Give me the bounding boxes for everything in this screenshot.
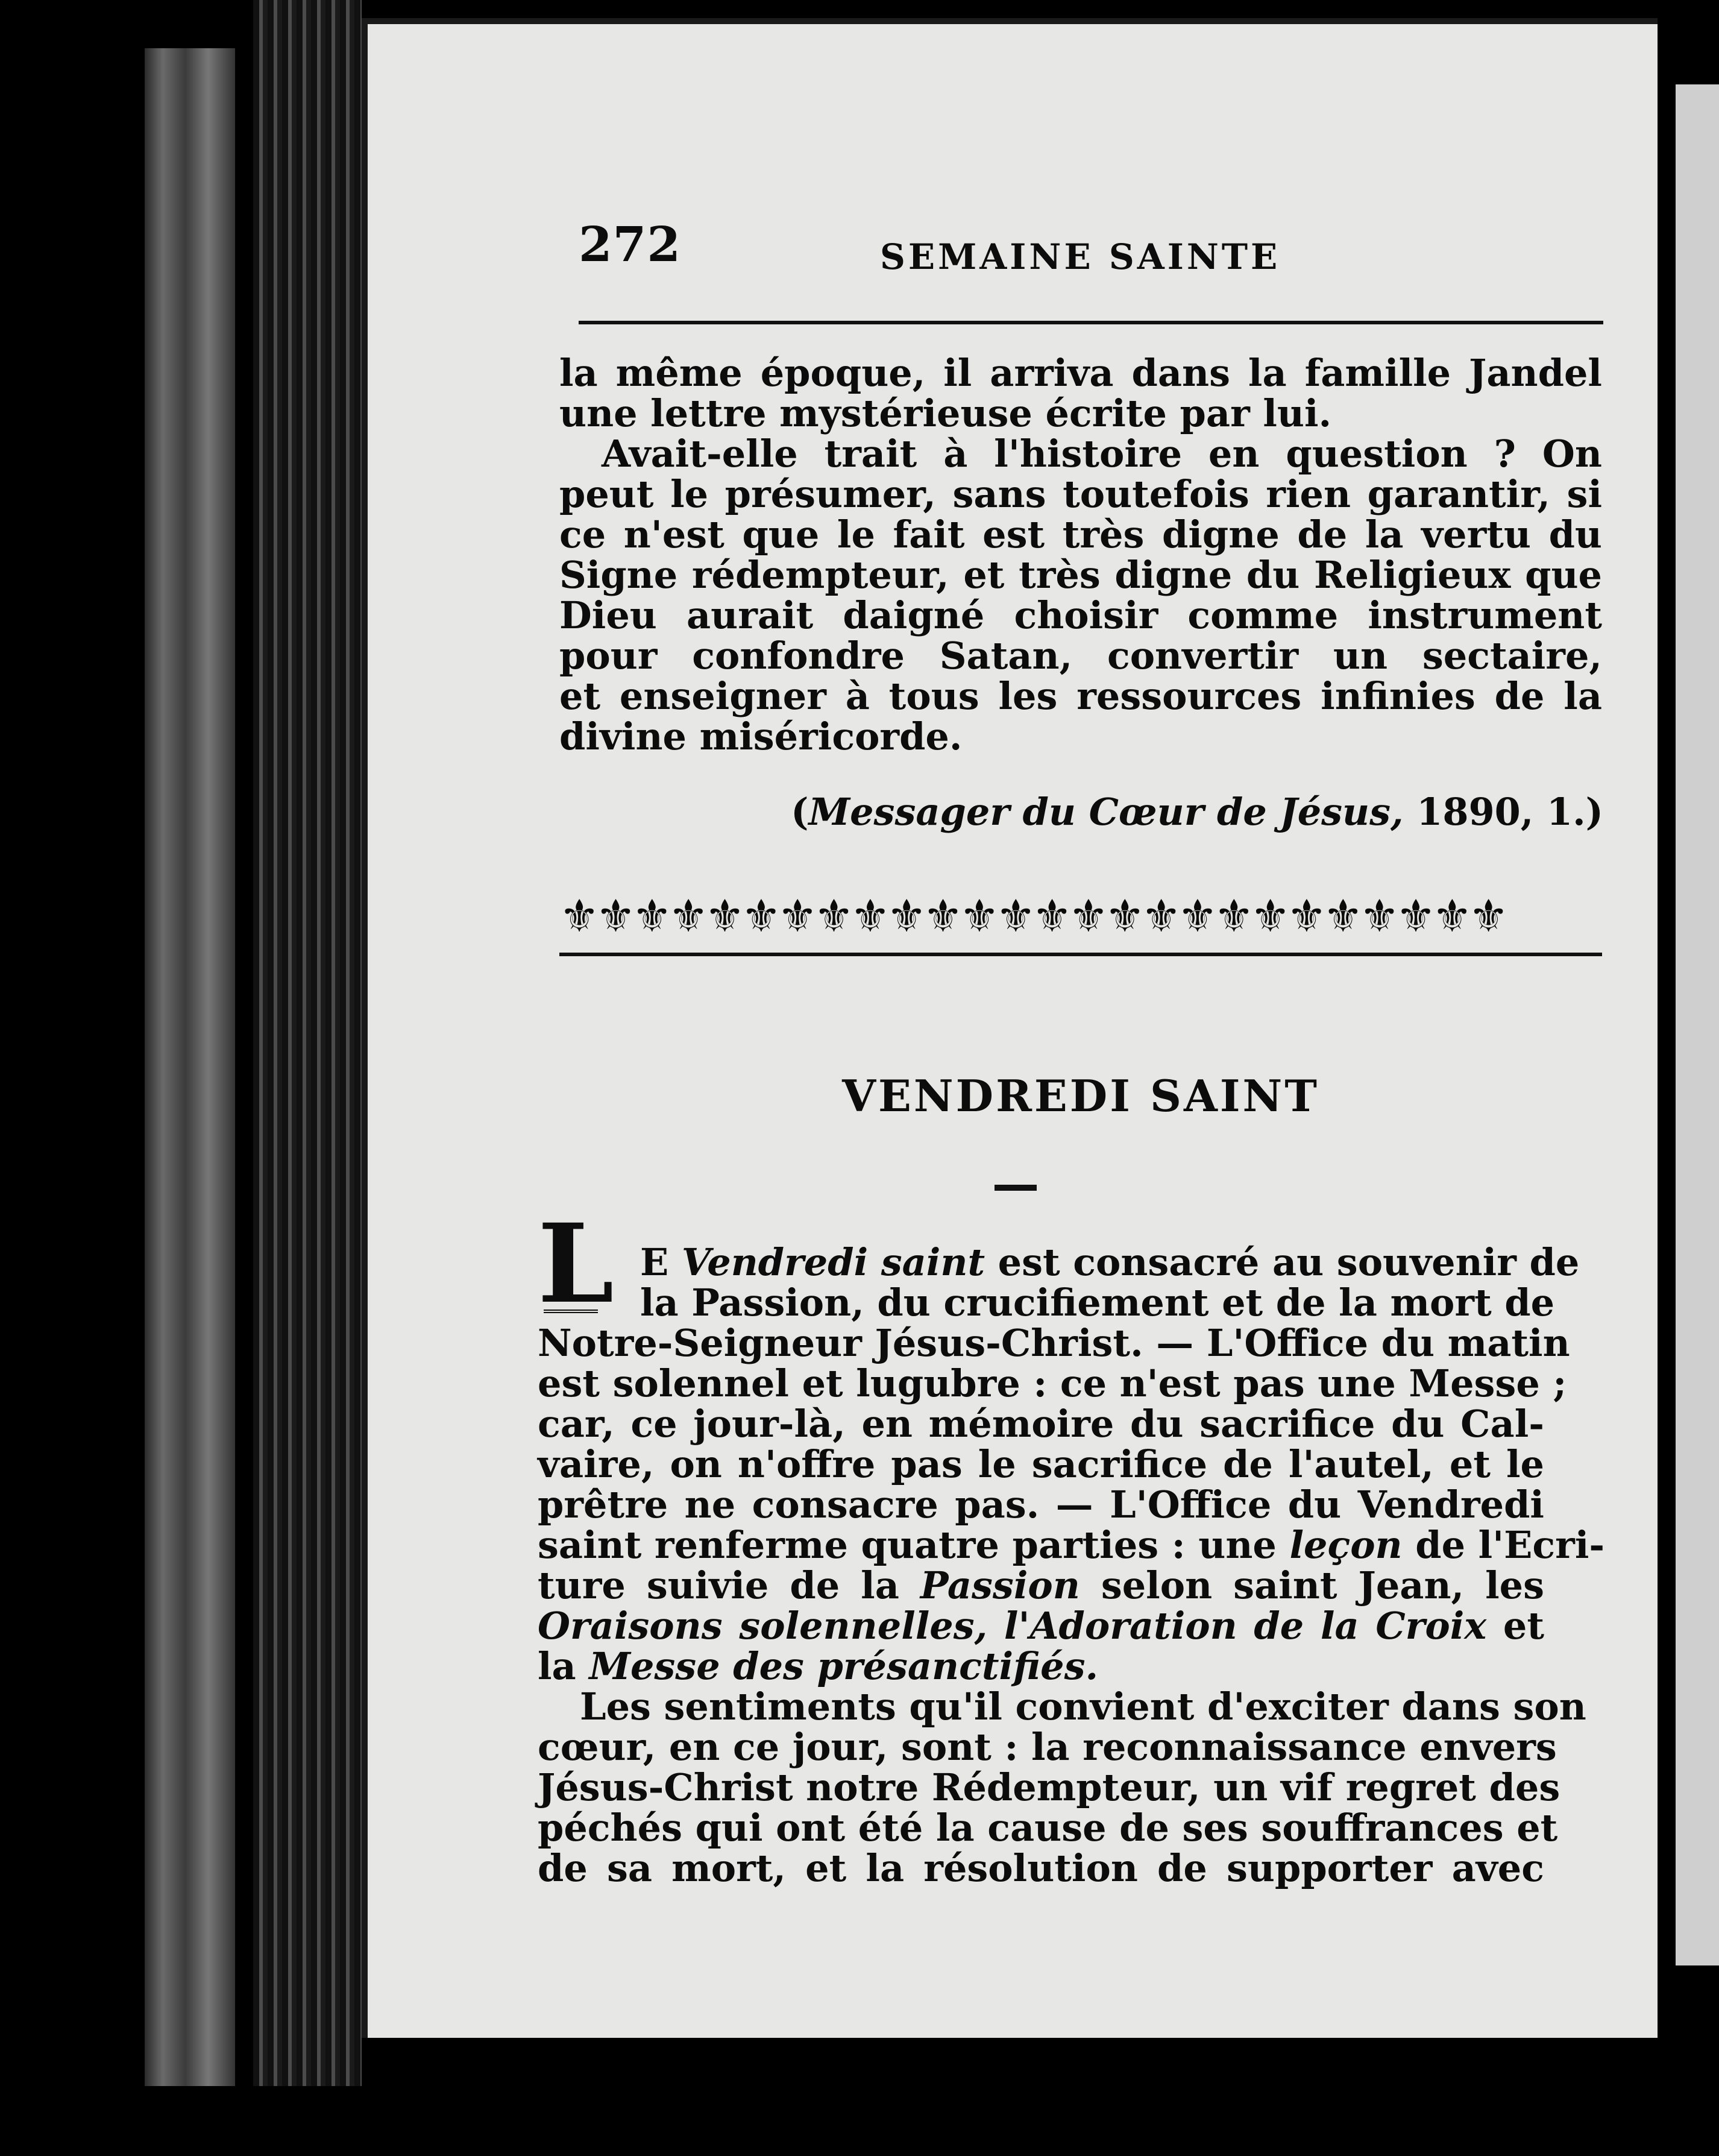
text-line: ce n'est que le fait est très digne de la vertu du — [559, 512, 1602, 556]
text-line: péchés qui ont été la cause de ses souffrances et — [538, 1806, 1558, 1850]
running-head: SEMAINE SAINTE — [880, 236, 1281, 277]
text-line: la même époque, il arriva dans la famille Jandel — [559, 351, 1602, 395]
book-page — [362, 18, 1658, 2038]
text-line: Les sentiments qu'il convient d'exciter dans son — [580, 1685, 1586, 1729]
text-line — [538, 1240, 1580, 1284]
text-line: cœur, en ce jour, sont : la reconnaissance envers — [538, 1725, 1557, 1769]
page-number: 272 — [579, 216, 681, 273]
continuation-text — [559, 353, 1602, 757]
text-line — [538, 1565, 1544, 1606]
text-span-italic: Messe des présanctifiés. — [589, 1644, 1099, 1688]
text-line: pour confondre Satan, convertir un sectaire, — [559, 634, 1602, 678]
text-line: Jésus-Christ notre Rédempteur, un vif regret des — [538, 1765, 1560, 1809]
text-span: est consacré au souvenir de — [985, 1240, 1580, 1284]
text-line: Signe rédempteur, et très digne du Religieux que — [559, 553, 1602, 597]
dropcap-letter: L — [538, 1200, 614, 1328]
text-line — [538, 1646, 1544, 1686]
page-header — [579, 216, 1597, 288]
text-span: saint renferme quatre parties : une — [538, 1523, 1290, 1567]
text-line: et enseigner à tous les ressources infinies de la — [559, 674, 1602, 718]
source-citation — [759, 790, 1603, 834]
text-line: prêtre ne consacre pas. — L'Office du Vendredi — [538, 1483, 1544, 1527]
section-body — [538, 1240, 1605, 1890]
citation-open: ( — [791, 790, 809, 834]
citation-title: Messager du Cœur de Jésus, — [808, 790, 1404, 834]
facing-page-edge — [1676, 84, 1719, 1965]
title-dash — [995, 1185, 1037, 1191]
fleur-de-lis-ornament: ⚜⚜⚜⚜⚜⚜⚜⚜⚜⚜⚜⚜⚜⚜⚜⚜⚜⚜⚜⚜⚜⚜⚜⚜⚜⚜ — [559, 890, 1505, 942]
text-span: ture suivie de la — [538, 1563, 920, 1607]
text-span-italic: leçon — [1289, 1523, 1403, 1567]
text-line: divine miséricorde. — [559, 714, 963, 758]
text-line: Avait-elle trait à l'histoire en question ? On — [602, 432, 1602, 476]
text-line: la Passion, du crucifiement et de la mort de — [640, 1281, 1555, 1325]
text-line — [538, 1606, 1544, 1646]
ornament-rule — [559, 953, 1602, 956]
text-line: peut le présumer, sans toutefois rien garantir, si — [559, 472, 1602, 516]
text-line: une lettre mystérieuse écrite par lui. — [559, 391, 1332, 435]
text-span-italic: Passion — [920, 1563, 1080, 1607]
text-line: Dieu aurait daigné choisir comme instrument — [559, 593, 1602, 637]
text-span: de l'Ecri- — [1402, 1523, 1605, 1567]
book-binding-edge — [253, 0, 362, 2086]
text-line: vaire, on n'offre pas le sacrifice de l'autel, et le — [538, 1442, 1544, 1486]
text-span: la — [538, 1644, 589, 1688]
text-line: car, ce jour-là, en mémoire du sacrifice du Cal- — [538, 1402, 1544, 1446]
section-title: VENDREDI SAINT — [842, 1070, 1319, 1121]
header-rule — [579, 321, 1603, 324]
text-span: et — [1486, 1604, 1544, 1648]
text-span-italic: Vendredi saint — [681, 1240, 985, 1284]
book-page-edges — [145, 48, 235, 2086]
text-line — [538, 1523, 1605, 1567]
text-line: est solennel et lugubre : ce n'est pas une Messe ; — [538, 1361, 1567, 1405]
text-line: Notre-Seigneur Jésus-Christ. — L'Office du matin — [538, 1321, 1570, 1365]
text-span-italic: Oraisons solennelles, l'Adoration de la Croix — [538, 1604, 1487, 1648]
text-line: de sa mort, et la résolution de supporter avec — [538, 1846, 1544, 1890]
citation-date: 1890, 1.) — [1403, 790, 1603, 834]
text-span: selon saint Jean, les — [1079, 1563, 1545, 1607]
text-span: E — [640, 1240, 682, 1284]
